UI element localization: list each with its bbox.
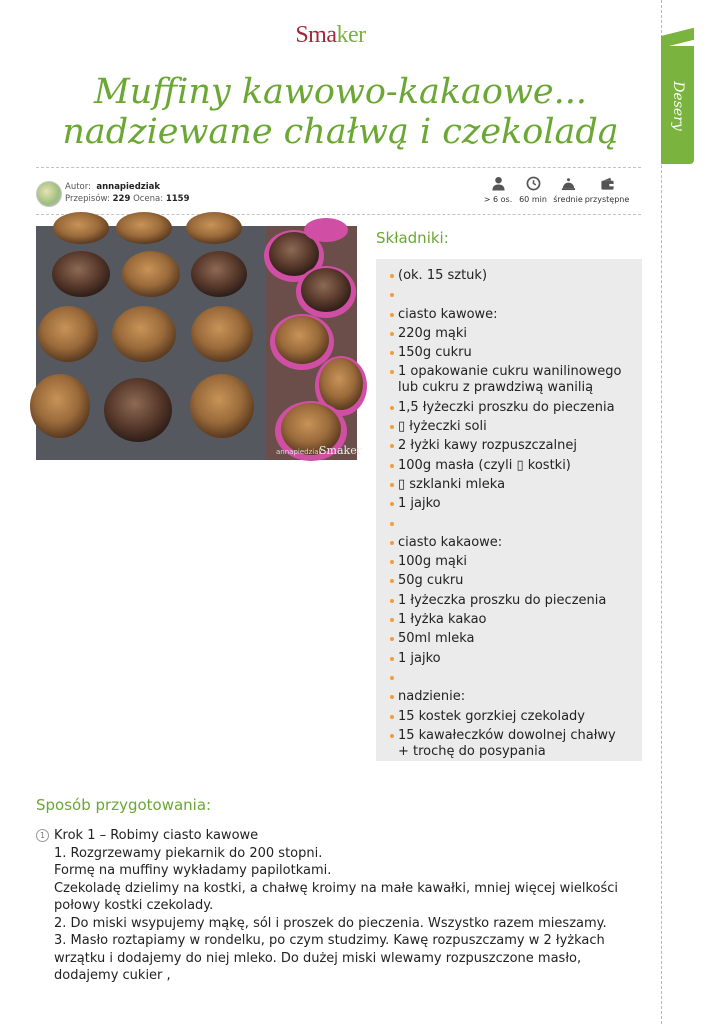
- step-number: 1: [36, 829, 49, 842]
- ingredient-item: 1 opakowanie cukru wanilinowego lub cukru z prawdziwą wanilią: [390, 364, 630, 396]
- ingredient-item: nadzienie:: [390, 689, 630, 705]
- steps-heading: Sposób przygotowania:: [36, 796, 212, 814]
- logo-part-1: Sma: [295, 22, 337, 48]
- ingredient-item: [390, 670, 630, 686]
- ingredient-item: 220g mąki: [390, 326, 630, 342]
- rating-label: Ocena:: [133, 194, 164, 204]
- step-line: 3. Masło roztapiamy w rondelku, po czym studzimy. Kawę rozpuszczamy w 2 łyżkach wrzątku i dodajemy do niej mleko. Do dużej miski wlewamy rozpuszczone masło, dodajemy cukier ,: [54, 933, 605, 983]
- ingredient-item: 100g mąki: [390, 554, 630, 570]
- title-line-2: nadziewane chałwą i czekoladą: [62, 112, 619, 152]
- step-line: 1. Rozgrzewamy piekarnik do 200 stopni.: [54, 845, 323, 861]
- photo-brand: Smaker: [319, 444, 362, 457]
- ingredient-item: ▯ szklanki mleka: [390, 477, 630, 493]
- ingredient-item: ciasto kawowe:: [390, 307, 630, 323]
- ingredient-item: 100g masła (czyli ▯ kostki): [390, 458, 630, 474]
- recipes-label: Przepisów:: [65, 194, 110, 204]
- ingredient-item: 15 kostek gorzkiej czekolady: [390, 709, 630, 725]
- ingredient-item: ciasto kakaowe:: [390, 535, 630, 551]
- ingredient-item: 50g cukru: [390, 573, 630, 589]
- ingredient-item: 50ml mleka: [390, 631, 630, 647]
- logo-part-2: ker: [336, 22, 366, 48]
- ingredient-item: (ok. 15 sztuk): [390, 268, 630, 284]
- meta-servings-label: > 6 os.: [483, 195, 513, 204]
- ingredients-box: [376, 259, 642, 761]
- step-line: Formę na muffiny wykładamy papilotkami.: [54, 863, 332, 878]
- category-tab-label: Desery: [669, 81, 686, 131]
- brand-logo[interactable]: [0, 22, 661, 49]
- wallet-icon: [600, 176, 615, 191]
- ingredient-item: [390, 287, 630, 303]
- ingredient-item: [390, 516, 630, 532]
- ingredient-item: 1 jajko: [390, 496, 630, 512]
- ingredient-item: 15 kawałeczków dowolnej chałwy + trochę do posypania: [390, 728, 630, 760]
- divider-bottom: [36, 214, 641, 215]
- ingredients-heading: Składniki:: [376, 229, 449, 247]
- author-info: [65, 181, 190, 205]
- recipe-title: [20, 72, 661, 152]
- step-line: 2. Do miski wsypujemy mąkę, sól i proszek do pieczenia. Wszystko razem mieszamy.: [54, 915, 607, 931]
- step-line: Czekoladę dzielimy na kostki, a chałwę kroimy na małe kawałki, mniej więcej wielkości połowy kostki czekolady.: [54, 880, 619, 913]
- category-tab[interactable]: [661, 46, 694, 164]
- ingredient-item: 1 łyżka kakao: [390, 612, 630, 628]
- ingredient-item: 1 łyżeczka proszku do pieczenia: [390, 593, 630, 609]
- meta-cost-label: przystępne: [584, 195, 630, 204]
- ingredient-item: 150g cukru: [390, 345, 630, 361]
- recipe-photo[interactable]: [36, 226, 362, 460]
- divider-top: [36, 167, 641, 168]
- rating-value: 1159: [165, 194, 190, 204]
- photo-watermark: annapiedziak: [276, 448, 323, 456]
- ingredients-list: [376, 259, 642, 760]
- muffins-image: [36, 226, 357, 460]
- meta-cost: [572, 176, 642, 204]
- ingredient-item: ▯ łyżeczki soli: [390, 419, 630, 435]
- avatar[interactable]: [36, 181, 62, 207]
- steps-text: [54, 827, 644, 985]
- recipes-count: 229: [112, 194, 131, 204]
- meta-time-label: 60 min: [519, 195, 547, 204]
- author-label: Autor:: [65, 182, 91, 192]
- author-name[interactable]: annapiedziak: [96, 182, 161, 192]
- ingredient-item: 1,5 łyżeczki proszku do pieczenia: [390, 400, 630, 416]
- ingredient-item: 2 łyżki kawy rozpuszczalnej: [390, 438, 630, 454]
- title-line-1: Muffiny kawowo-kakaowe...: [93, 72, 588, 112]
- meta-difficulty-label: średnie: [553, 195, 583, 204]
- ingredient-item: 1 jajko: [390, 651, 630, 667]
- step-line: Krok 1 – Robimy ciasto kawowe: [54, 828, 259, 843]
